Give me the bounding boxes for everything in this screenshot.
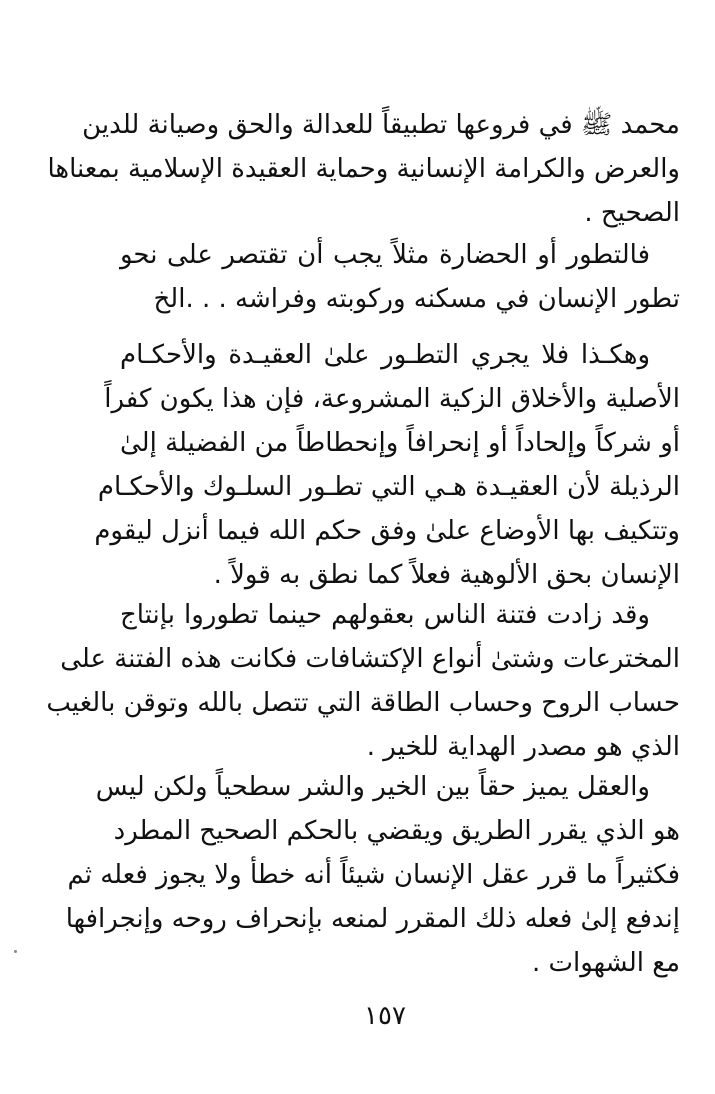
text-line: إندفع إلىٰ فعله ذلك المقرر لمنعه بإنحراف روحه وإنجرافها — [65, 904, 680, 934]
text-line: والعقل يميز حقاً بين الخير والشر سطحياً ولكن ليس — [95, 772, 650, 802]
text-line: وهكـذا فلا يجري التطـور علىٰ العقيـدة والأحكـام — [120, 340, 650, 370]
text-line: المخترعات وشتىٰ أنواع الإكتشافات فكانت هذه الفتنة على — [60, 644, 680, 674]
paragraph-2 — [120, 233, 680, 321]
paragraph-3 — [94, 333, 680, 597]
scan-speck — [14, 950, 17, 953]
text-line: أو شركاً وإلحاداً أو إنحرافاً وإنحطاطاً من الفضيلة إلىٰ — [120, 428, 680, 458]
text-line: والعرض والكرامة الإنسانية وحماية العقيدة الإسلامية بمعناها — [47, 154, 680, 184]
text-line: وقد زادت فتنة الناس بعقولهم حينما تطوروا بإنتاج — [120, 600, 650, 630]
text-line: مع الشهوات . — [531, 948, 680, 978]
text-line: حساب الروح وحساب الطاقة التي تتصل بالله وتوقن بالغيب — [46, 688, 680, 718]
text-line: فكثيراً ما قرر عقل الإنسان شيئاً أنه خطأ ولا يجوز فعله ثم — [67, 860, 680, 890]
text-line: تطور الإنسان في مسكنه وركوبته وفراشه . . .الخ — [153, 284, 680, 314]
text-line: الإنسان بحق الألوهية فعلاً كما نطق به قولاً . — [213, 560, 680, 590]
text-line: الأصلية والأخلاق الزكية المشروعة، فإن هذا يكون كفراً — [104, 384, 680, 414]
text-line: هو الذي يقرر الطريق ويقضي بالحكم الصحيح المطرد — [113, 816, 680, 846]
paragraph-5 — [65, 765, 680, 985]
text-line: فالتطور أو الحضارة مثلاً يجب أن تقتصر على نحو — [120, 240, 650, 270]
page-number: ١٥٧ — [364, 1001, 406, 1031]
text-line: وتتكيف بها الأوضاع علىٰ وفق حكم الله فيما أنزل ليقوم — [94, 516, 680, 546]
text-line: الذي هو مصدر الهداية للخير . — [366, 732, 680, 762]
text-line: الرذيلة لأن العقيـدة هـي التي تطـور السلـوك والأحكـام — [97, 472, 680, 502]
paragraph-1 — [47, 103, 680, 235]
text-line: الصحيح . — [584, 198, 680, 228]
text-line: محمد ﷺ في فروعها تطبيقاً للعدالة والحق وصيانة للدين — [82, 110, 680, 140]
paragraph-4 — [46, 593, 680, 769]
